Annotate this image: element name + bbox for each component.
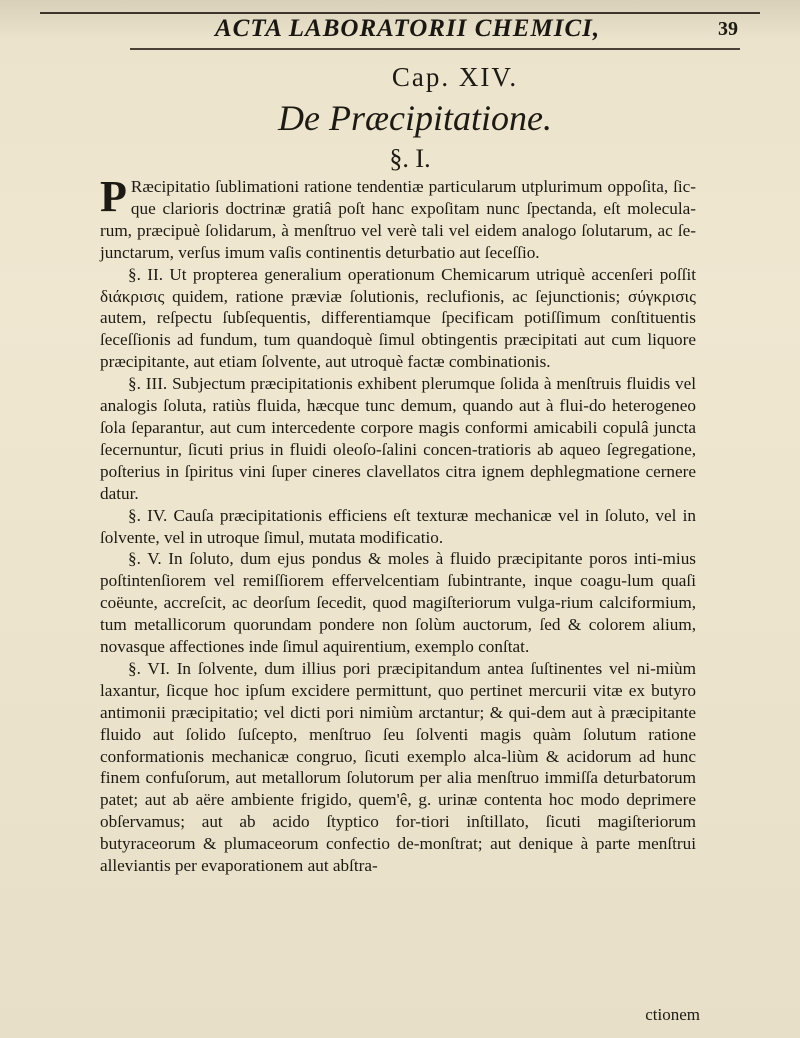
paragraph-6: §. VI. In ſolvente, dum illius pori præcipitandum antea ſuſtinentes vel ni-miùm laxantur, ſicque hoc ipſum excidere permittunt, quo pertinet mercurii vitæ ex butyro antimonii præcipitatio; vel dicti pori nimiùm arctantur; & qui-dem aut à præcipitante fluido aut ſolido ſuſcepto, menſtruo ſeu ſolventi magis quàm ſolutum ratione conformationis mechanicæ congruo, ſicuti exemplo alca-liùm & acidorum ad hunc finem confuſorum, aut metallorum ſolutorum per alia menſtruo immiſſa deturbatorum patet; aut ab aëre ambiente frigido, quem'ê, g. urinæ contenta hoc modo deprimere obſervamus; aut ab acido ſtyptico for-tiori inſtillato, ſicuti magiſteriorum butyraceorum & plumaceorum confectio de-monſtrat; aut denique à parte menſtrui alleviantis per evaporationem aut abſtra-: [100, 658, 696, 876]
paragraph-text: Ræcipitatio ſublimationi ratione tendentiæ particularum utplurimum oppoſita, ſic-que clarioris doctrinæ gratiâ poſt hanc expoſitam nunc ſpectanda, eſt molecula-rum, præcipuè ſolidarum, à menſtruo vel verè tali vel eidem analogo ſolutarum, ac ſe-junctarum, verſus imum vaſis continentis deturbatio aut ſeceſſio.: [100, 177, 696, 262]
section-title: De Præcipitatione.: [278, 98, 552, 138]
paragraph-5: §. V. In ſoluto, dum ejus pondus & moles à fluido præcipitante poros inti-mius poſtintenſiorem vel remiſſiorem effervelcentiam ſubintrante, inque coagu-lum quaſi coëunte, accreſcit, ac deorſum ſecedit, quod magiſteriorum vulga-rium calciformium, tum metallicorum quorundam pondere non ſolùm auctorum, ſed & colorem alium, novasque affectiones inde ſimul aquirentium, exemplo conſtat.: [100, 549, 696, 657]
running-head: ACTA LABORATORII CHEMICI,: [215, 15, 601, 42]
chapter-heading: Cap. XIV.: [391, 62, 519, 92]
drop-cap: P: [100, 172, 127, 221]
body-text: [100, 172, 696, 877]
page-number: 39: [718, 18, 738, 40]
catchword: ctionem: [645, 1005, 700, 1024]
paragraph-1: [100, 172, 696, 264]
paragraph-2: §. II. Ut propterea generalium operationum Chemicarum utriquè accenſeri poſſit διάκρισις quidem, ratione præviæ ſolutionis, reclufionis, ac ſejunctionis; σύγκρισις autem, reſpectu ſubſequentis, differentiamque ſpecificam potiſſimum conſtituentis ſeceſſionis ad fundum, tum quandoquè ſimul obtingentis præcipitati aut cum liquore præcipitante, aut etiam ſolvente, aut utroquè factæ combinationis.: [100, 264, 696, 372]
paragraph-3: §. III. Subjectum præcipitationis exhibent plerumque ſolida à menſtruis fluidis vel analogis ſoluta, ratiùs fluida, hæcque tunc demum, quando aut à flui-do heterogeneo ſola ſeparantur, aut cum intercedente corpore magis conformi amicabili copulâ juncta ſecernuntur, ſicuti prius in fluidi oleoſo-ſalini concen-tratioris ab aqueo ſegregatione, poſterius in ſpiritus vini ſuper cineres clavellatos citra ignem dephlegmatione cernere datur.: [100, 374, 696, 503]
head-rule: [130, 48, 740, 50]
paragraph-4: §. IV. Cauſa præcipitationis efficiens eſt texturæ mechanicæ vel in ſoluto, vel in ſolvente, vel in utroque ſimul, mutata modificatio.: [100, 505, 696, 547]
section-mark: §. I.: [389, 144, 431, 173]
top-rule: [40, 12, 760, 14]
